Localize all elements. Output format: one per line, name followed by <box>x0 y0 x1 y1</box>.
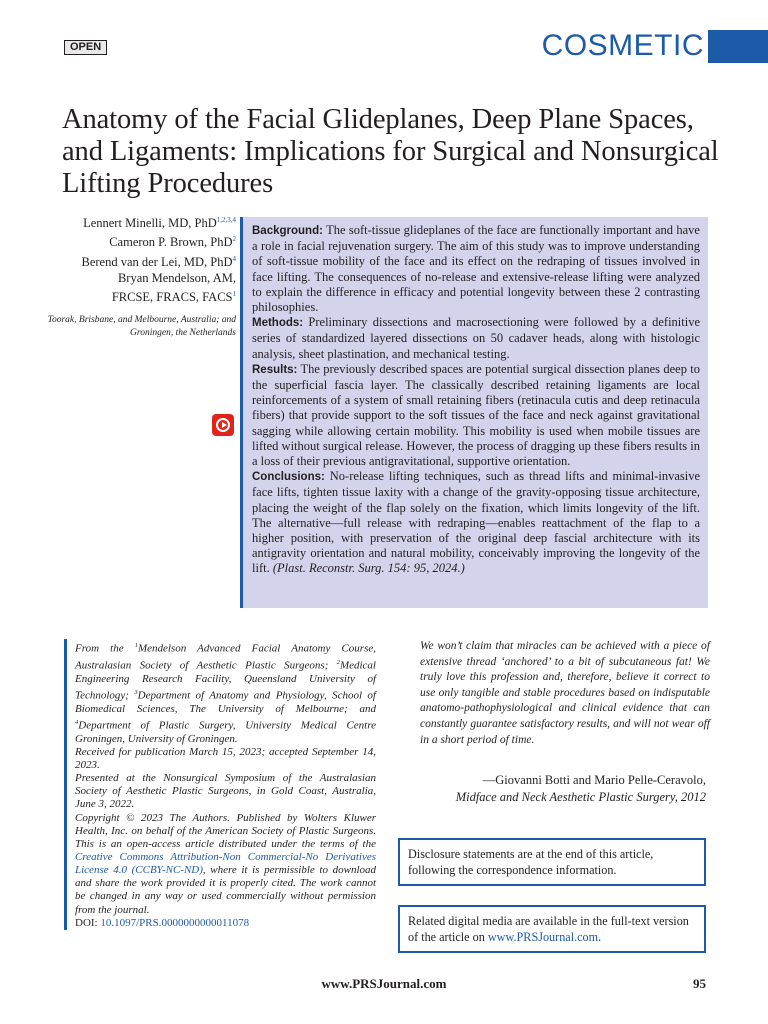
license-link[interactable]: Creative Commons Attribution-Non Commercial-No Derivatives License 4.0 (CCBY-NC-ND) <box>75 850 376 877</box>
author-list <box>40 212 236 340</box>
citation: (Plast. Reconstr. Surg. 154: 95, 2024.) <box>272 561 465 576</box>
author-line: Bryan Mendelson, AM, <box>117 271 236 286</box>
abstract-box <box>240 217 708 608</box>
quote-attribution: —Giovanni Botti and Mario Pelle-Ceravolo, Midface and Neck Aesthetic Plastic Surgery, 2012 <box>455 773 706 804</box>
section-label: COSMETIC <box>541 29 704 62</box>
epigraph-quote: We won’t claim that miracles can be achieved with a piece of extensive thread ‘anchored’ to a bit of subcutaneous fat! We truly love this profession and, therefore, believe it correct to use only tangible and stable procedures based on indisputable anatomo-pathophysiological and clinical evidence that can constantly guarantee satisfactory results, and will not wear off in a short period of time. <box>420 640 710 746</box>
author-line: Lennert Minelli, MD, PhD$^{1,2,3,4}$ <box>83 216 236 231</box>
author-line: FRCSE, FRACS, FACS$^1$ <box>111 290 236 305</box>
article-title: Anatomy of the Facial Glideplanes, Deep Plane Spaces, and Ligaments: Implications for Surgical and Nonsurgical Lifting Procedures <box>62 104 719 199</box>
copyright: Copyright © 2023 The Authors. Published by Wolters Kluwer Health, Inc. on behalf of the American Society of Plastic Surgeons. This is an open-access article distributed under the terms of the Creative Commons Attribution-Non Commercial-No Derivatives License 4.0 (CCBY-NC-ND), where it is permissible to download and share the work provided it is properly cited. The work cannot be changed in any way or used commercially without permission from the journal. <box>75 811 376 916</box>
digital-media-box: Related digital media are available in the full-text version of the article on www.PRSJournal.com. <box>398 905 706 953</box>
doi: DOI: 10.1097/PRS.0000000000011078 <box>75 916 250 929</box>
page-number: 95 <box>693 976 706 991</box>
abstract-background: Background: The soft-tissue glideplanes of the face are functionally important and have a role in facial rejuvenation surgery. The aim of this study was to improve understanding of soft-tissue mobility of the face and its effect on the redraping of tissues involved in face lifting. The consequences of no-release and extensive-release lifting were analyzed to explain the difference in efficacy and potential longevity between these 2 contrasting philosophies. <box>252 223 700 315</box>
journal-link[interactable]: www.PRSJournal.com <box>487 930 599 944</box>
doi-link[interactable]: 10.1097/PRS.0000000000011078 <box>100 916 250 929</box>
presented-at: Presented at the Nonsurgical Symposium of the Australasian Society of Aesthetic Plastic Surgeons, in Gold Coast, Australia, June 3, 2022. <box>75 772 376 811</box>
affiliation-superscript: 1 <box>232 290 236 299</box>
author-line: Cameron P. Brown, PhD$^2$ <box>109 235 236 250</box>
affiliation-superscript: 4 <box>232 254 236 263</box>
open-access-badge: OPEN <box>64 40 107 55</box>
abstract-conclusions: Conclusions: No-release lifting techniques, such as thread lifts and minimal-invasive face lifts, tighten tissue laxity with a change of the gravity-opposing tissue architecture, placing the weight of the flap solely on the fixation, which limits longevity of the lift. The alternative—full release with redraping—enables reattachment of the flap to a higher position, with preservation of the original deep fascial architecture with its antigravity orientation and natural mobility, conceivably improving the longevity of the lift. (Plast. Reconstr. Surg. 154: 95, 2024.) <box>252 469 700 576</box>
video-play-icon[interactable] <box>212 414 234 436</box>
affiliation-superscript: 1,2,3,4 <box>216 216 236 224</box>
article-footnote <box>64 639 376 930</box>
disclosure-box: Disclosure statements are at the end of this article, following the correspondence information. <box>398 838 706 886</box>
section-color-bar <box>708 30 768 63</box>
affiliations: From the $^1$Mendelson Advanced Facial Anatomy Course, Australasian Society of Aesthetic Plastic Surgeons; $^2$Medical Engineering Research Facility, Queensland University of Technology; $^3$Department of Anatomy and Physiology, School of Biomedical Sciences, The University of Melbourne; and $^4$Department of Plastic Surgery, University Medical Centre Groningen, University of Groningen. <box>75 642 376 745</box>
footer-journal-url[interactable]: www.PRSJournal.com <box>321 976 447 991</box>
abstract-results: Results: The previously described spaces are potential surgical dissection planes deep to the superficial fascia layer. The classically described retaining ligaments are local reinforcements of a system of small retaining fibers (retinacula cutis and deep retinacula fibers) that provide support to the soft tissues of the face and neck against gravitational sagging while allowing certain mobility. This mobility is used when mobile tissues are lifted without surgical release. However, the process of dragging up these fibers results in a loss of their previous antigravitational, supportive orientation. <box>252 361 701 469</box>
author-line: Berend van der Lei, MD, PhD$^4$ <box>81 254 236 269</box>
author-locations: Toorak, Brisbane, and Melbourne, Australia; and Groningen, the Netherlands <box>47 314 236 338</box>
affiliation-superscript: 2 <box>232 235 236 244</box>
abstract-methods: Methods: Preliminary dissections and macrosectioning were followed by a definitive series of standardized layered dissections on 50 cadaver heads, along with histologic analysis, sheet plastination, and mechanical testing. <box>252 315 701 361</box>
received-dates: Received for publication March 15, 2023; accepted September 14, 2023. <box>75 745 376 771</box>
